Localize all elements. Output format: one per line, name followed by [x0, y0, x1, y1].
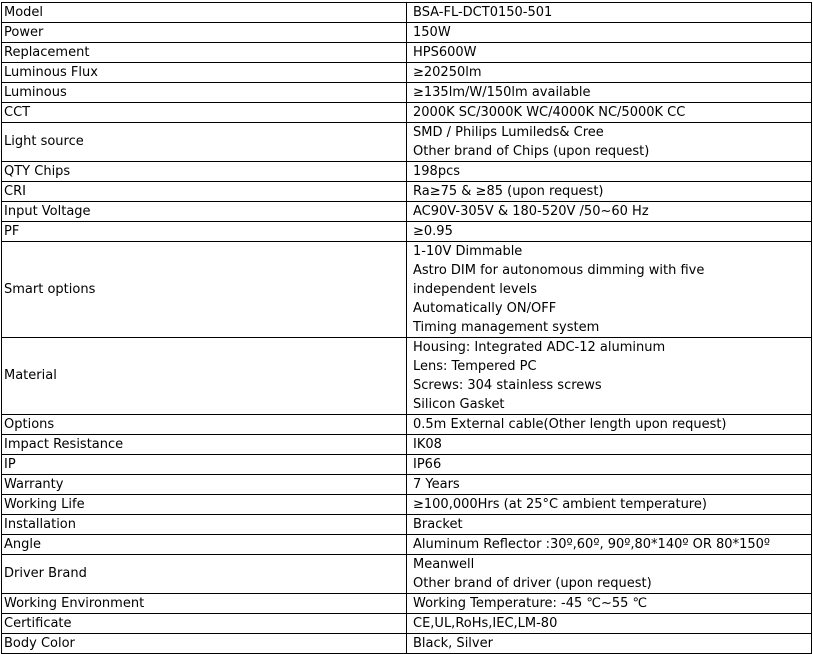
spec-label: Installation — [2, 515, 407, 535]
spec-value-line: Aluminum Reflector :30º,60º, 90º,80*140º OR 80*150º — [413, 537, 771, 552]
table-row — [2, 3, 812, 23]
spec-value — [407, 222, 812, 242]
table-row — [2, 495, 812, 515]
spec-label: IP — [2, 455, 407, 475]
spec-label: CRI — [2, 182, 407, 202]
table-row — [2, 594, 812, 614]
spec-value-line: Automatically ON/OFF — [413, 301, 557, 316]
spec-value-line: ≥20250lm — [413, 65, 482, 80]
spec-label: Working Environment — [2, 594, 407, 614]
spec-label: Light source — [2, 123, 407, 162]
spec-value — [407, 415, 812, 435]
table-row — [2, 242, 812, 338]
spec-label: CCT — [2, 103, 407, 123]
spec-value — [407, 634, 812, 654]
spec-label: Certificate — [2, 614, 407, 634]
table-row — [2, 475, 812, 495]
table-row — [2, 182, 812, 202]
spec-value-line: ≥100,000Hrs (at 25°C ambient temperature) — [413, 497, 707, 512]
spec-value — [407, 614, 812, 634]
spec-value-line: IP66 — [413, 457, 442, 472]
spec-value-line: 2000K SC/3000K WC/4000K NC/5000K CC — [413, 105, 686, 120]
spec-value — [407, 103, 812, 123]
spec-value — [407, 23, 812, 43]
table-row — [2, 63, 812, 83]
spec-value-line: ≥135lm/W/150lm available — [413, 85, 591, 100]
spec-table — [1, 2, 812, 654]
spec-value-line: independent levels — [413, 282, 537, 297]
table-row — [2, 83, 812, 103]
spec-value-line: SMD / Philips Lumileds& Cree — [413, 125, 604, 140]
spec-label: Material — [2, 338, 407, 415]
spec-value — [407, 123, 812, 162]
spec-value-line: BSA-FL-DCT0150-501 — [413, 5, 553, 20]
spec-value — [407, 435, 812, 455]
spec-value-line: Other brand of Chips (upon request) — [413, 144, 650, 159]
spec-label: Replacement — [2, 43, 407, 63]
spec-value-line: Other brand of driver (upon request) — [413, 576, 652, 591]
spec-value-line: Screws: 304 stainless screws — [413, 378, 602, 393]
spec-label: Driver Brand — [2, 555, 407, 594]
spec-value-line: Astro DIM for autonomous dimming with five — [413, 263, 705, 278]
spec-label: PF — [2, 222, 407, 242]
table-row — [2, 338, 812, 415]
spec-label: Body Color — [2, 634, 407, 654]
spec-label: Angle — [2, 535, 407, 555]
table-row — [2, 435, 812, 455]
spec-value — [407, 594, 812, 614]
table-row — [2, 555, 812, 594]
spec-label: Input Voltage — [2, 202, 407, 222]
spec-value — [407, 495, 812, 515]
table-row — [2, 515, 812, 535]
spec-value — [407, 535, 812, 555]
table-row — [2, 202, 812, 222]
spec-value — [407, 338, 812, 415]
table-row — [2, 634, 812, 654]
spec-value — [407, 43, 812, 63]
table-row — [2, 23, 812, 43]
table-row — [2, 162, 812, 182]
table-row — [2, 415, 812, 435]
table-row — [2, 123, 812, 162]
table-row — [2, 614, 812, 634]
spec-value — [407, 162, 812, 182]
spec-label: Smart options — [2, 242, 407, 338]
spec-table-body — [2, 3, 812, 654]
spec-value-line: Black, Silver — [413, 636, 493, 651]
spec-label: Working Life — [2, 495, 407, 515]
spec-value — [407, 555, 812, 594]
spec-value-line: ≥0.95 — [413, 224, 453, 239]
table-row — [2, 103, 812, 123]
spec-label: Impact Resistance — [2, 435, 407, 455]
spec-value — [407, 475, 812, 495]
spec-label: Warranty — [2, 475, 407, 495]
spec-value — [407, 63, 812, 83]
spec-value-line: 198pcs — [413, 164, 460, 179]
spec-label: Luminous Flux — [2, 63, 407, 83]
spec-value — [407, 515, 812, 535]
spec-value-line: Silicon Gasket — [413, 397, 505, 412]
spec-value-line: 1-10V Dimmable — [413, 244, 523, 259]
spec-value-line: CE,UL,RoHs,IEC,LM-80 — [413, 616, 558, 631]
spec-value-line: Timing management system — [413, 320, 600, 335]
spec-value — [407, 83, 812, 103]
table-row — [2, 455, 812, 475]
table-row — [2, 222, 812, 242]
spec-value — [407, 182, 812, 202]
spec-value-line: Housing: Integrated ADC-12 aluminum — [413, 340, 666, 355]
spec-label: Model — [2, 3, 407, 23]
spec-label: Power — [2, 23, 407, 43]
spec-label: Options — [2, 415, 407, 435]
spec-value-line: AC90V-305V & 180-520V /50~60 Hz — [413, 204, 649, 219]
spec-value — [407, 3, 812, 23]
spec-label: QTY Chips — [2, 162, 407, 182]
spec-value-line: Working Temperature: -45 ℃~55 ℃ — [413, 596, 648, 611]
spec-value — [407, 202, 812, 222]
spec-value-line: Meanwell — [413, 557, 475, 572]
spec-value-line: Bracket — [413, 517, 463, 532]
spec-value — [407, 455, 812, 475]
spec-value-line: 0.5m External cable(Other length upon request) — [413, 417, 727, 432]
spec-value-line: 150W — [413, 25, 451, 40]
spec-label: Luminous — [2, 83, 407, 103]
spec-value-line: Ra≥75 & ≥85 (upon request) — [413, 184, 604, 199]
spec-value-line: IK08 — [413, 437, 442, 452]
table-row — [2, 535, 812, 555]
spec-value-line: 7 Years — [413, 477, 460, 492]
spec-value-line: HPS600W — [413, 45, 477, 60]
table-row — [2, 43, 812, 63]
spec-value — [407, 242, 812, 338]
spec-value-line: Lens: Tempered PC — [413, 359, 537, 374]
